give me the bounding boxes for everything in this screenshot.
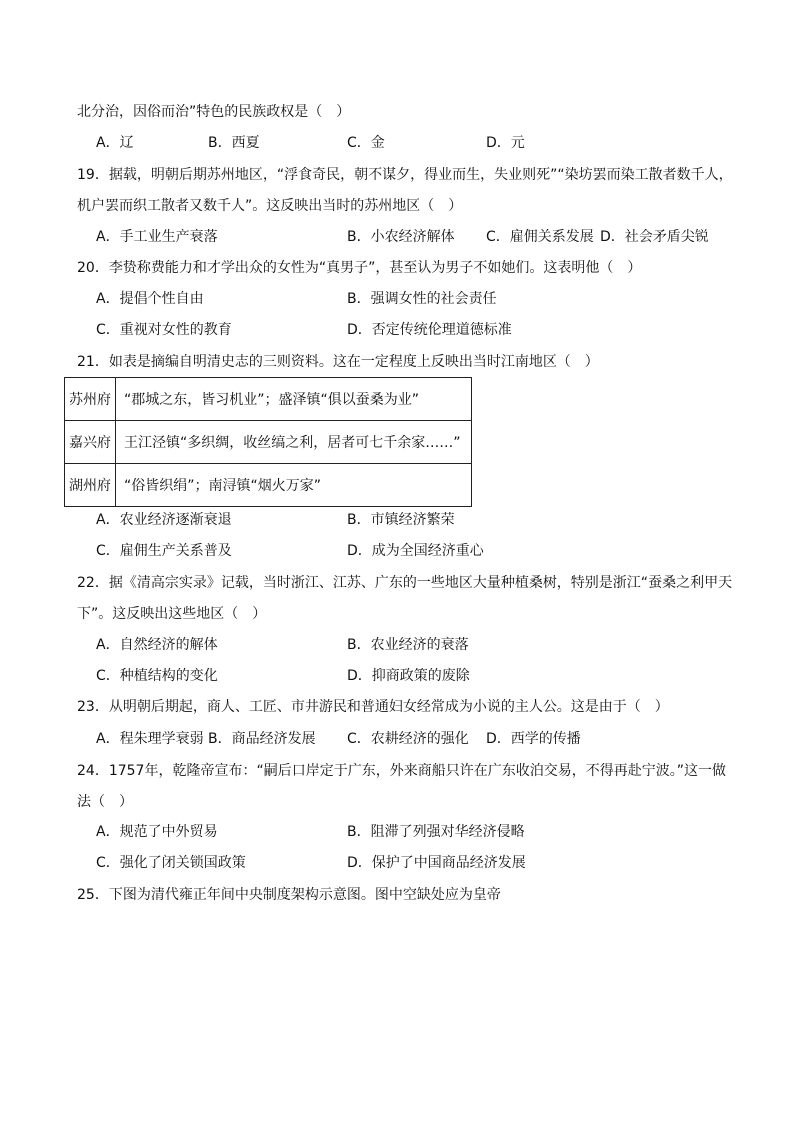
q21-option-c: C．雇佣生产关系普及 bbox=[96, 543, 232, 559]
q23-stem: 23．从明朝后期起，商人、工匠、市井游民和普通妇女经常成为小说的主人公。这是由于（ ） bbox=[77, 699, 669, 715]
q21-source-table bbox=[64, 377, 472, 507]
q21-stem: 21．如表是摘编自明清史志的三则资料。这在一定程度上反映出当时江南地区（ ） bbox=[77, 354, 599, 370]
q18-option-b: B．西夏 bbox=[208, 135, 260, 151]
q21-option-b: B．市镇经济繁荣 bbox=[347, 512, 455, 528]
q18-option-c: C．金 bbox=[347, 135, 385, 151]
q22-option-a: A．自然经济的解体 bbox=[96, 637, 218, 653]
q19-option-d: D．社会矛盾尖锐 bbox=[600, 229, 709, 245]
q24-option-c: C．强化了闭关锁国政策 bbox=[96, 855, 246, 871]
q23-option-b: B．商品经济发展 bbox=[208, 731, 316, 747]
q19-option-b: B．小农经济解体 bbox=[347, 229, 455, 245]
q20-option-c: C．重视对女性的教育 bbox=[96, 322, 232, 338]
q22-stem-line2: 下”。这反映出这些地区（ ） bbox=[77, 606, 267, 622]
table-row bbox=[65, 378, 472, 421]
q23-option-c: C．农耕经济的强化 bbox=[347, 731, 469, 747]
q19-option-a: A．手工业生产衰落 bbox=[96, 229, 218, 245]
table-cell-place: 苏州府 bbox=[65, 378, 116, 421]
table-row bbox=[65, 421, 472, 464]
q25-stem: 25．下图为清代雍正年间中央制度架构示意图。图中空缺处应为皇帝 bbox=[77, 887, 501, 903]
q18-option-a: A．辽 bbox=[96, 135, 134, 151]
q22-option-c: C．种植结构的变化 bbox=[96, 668, 218, 684]
q19-stem-line1: 19．据载，明朝后期苏州地区，“浮食奇民，朝不谋夕，得业而生，失业则死”“染坊罢而染工散者数千人， bbox=[77, 167, 733, 183]
q19-stem-line2: 机户罢而织工散者又数千人”。这反映出当时的苏州地区（ ） bbox=[77, 198, 463, 214]
q22-stem-line1: 22．据《清高宗实录》记载，当时浙江、江苏、广东的一些地区大量种植桑树，特别是浙江“蚕桑之利甲天 bbox=[77, 575, 733, 591]
q23-option-a: A．程朱理学衰弱 bbox=[96, 731, 204, 747]
table-cell-text: “郡城之东，皆习机业”；盛泽镇“俱以蚕桑为业” bbox=[116, 378, 472, 421]
q22-option-d: D．抑商政策的废除 bbox=[347, 668, 470, 684]
q22-option-b: B．农业经济的衰落 bbox=[347, 637, 469, 653]
table-cell-place: 嘉兴府 bbox=[65, 421, 116, 464]
q24-option-b: B．阻滞了列强对华经济侵略 bbox=[347, 824, 525, 840]
q18-stem-tail: 北分治，因俗而治”特色的民族政权是（ ） bbox=[77, 104, 351, 120]
q20-option-a: A．提倡个性自由 bbox=[96, 291, 204, 307]
q19-option-c: C．雇佣关系发展 bbox=[486, 229, 594, 245]
q24-option-d: D．保护了中国商品经济发展 bbox=[347, 855, 526, 871]
q20-option-d: D．否定传统伦理道德标准 bbox=[347, 322, 512, 338]
table-cell-text: 王江泾镇“多织绸，收丝缟之利，居者可七千余家……” bbox=[116, 421, 472, 464]
q20-stem: 20．李贽称费能力和才学出众的女性为“真男子”，甚至认为男子不如她们。这表明他（ ） bbox=[77, 260, 642, 276]
q20-option-b: B．强调女性的社会责任 bbox=[347, 291, 497, 307]
q21-option-d: D．成为全国经济重心 bbox=[347, 543, 484, 559]
table-cell-text: “俗皆织绢”；南浔镇“烟火万家” bbox=[116, 464, 472, 507]
q21-option-a: A．农业经济逐渐衰退 bbox=[96, 512, 232, 528]
q24-option-a: A．规范了中外贸易 bbox=[96, 824, 218, 840]
q24-stem-line2: 法（ ） bbox=[77, 794, 133, 810]
q24-stem-line1: 24．1757年，乾隆帝宣布：“嗣后口岸定于广东，外来商船只许在广东收泊交易，不得再赴宁波。”这一做 bbox=[77, 763, 726, 779]
table-row bbox=[65, 464, 472, 507]
table-cell-place: 湖州府 bbox=[65, 464, 116, 507]
q18-option-d: D．元 bbox=[486, 135, 525, 151]
q23-option-d: D．西学的传播 bbox=[486, 731, 581, 747]
